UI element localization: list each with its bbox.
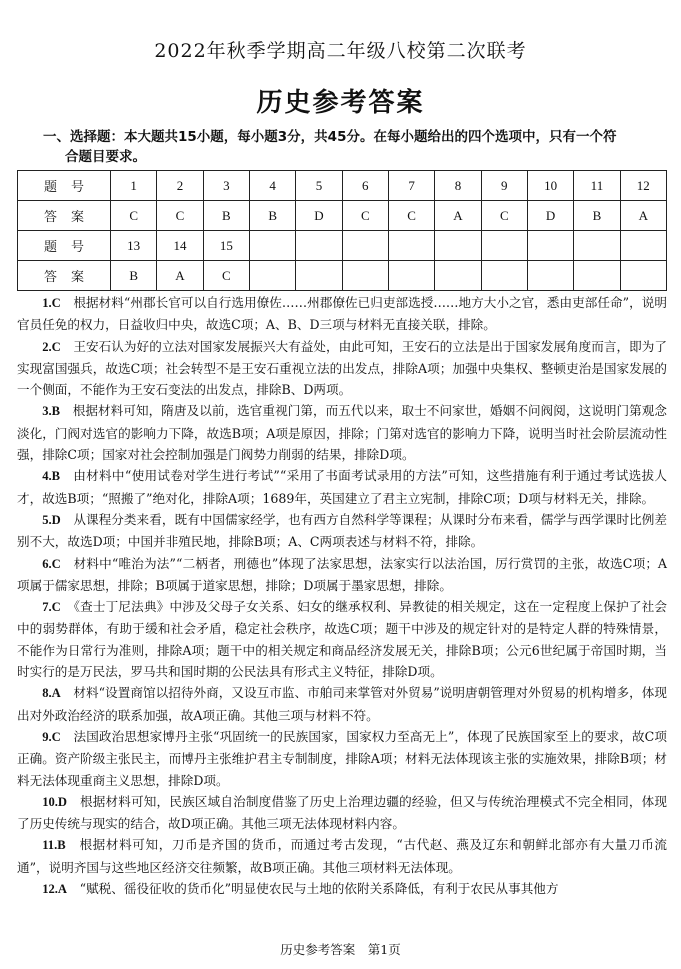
answer-table-row bbox=[18, 171, 667, 201]
empty-cell bbox=[435, 261, 481, 291]
explanation-text: 《查士丁尼法典》中涉及父母子女关系、妇女的继承权利、异教徒的相关规定，这在一定程度上保护了社会中的弱势群体，有助于缓和社会矛盾，稳定社会秩序，故选C项；题干中涉及的规定针对的是特定人群的特殊情景，不能作为日常行为准则，排除A项；题干中的相关规定和商品经济发展无关，排除B项；公元6世纪属于帝国时期，当时实行的是万民法，罗马共和国时期的公民法具有形式主义特征，排除D项。 bbox=[17, 599, 668, 680]
answer-cell: D bbox=[527, 201, 573, 231]
empty-cell bbox=[574, 261, 620, 291]
empty-cell bbox=[527, 231, 573, 261]
answer-cell: C bbox=[157, 201, 203, 231]
empty-cell bbox=[296, 231, 342, 261]
explanation-number: 8.A bbox=[42, 686, 61, 701]
question-number-cell: 11 bbox=[574, 171, 620, 201]
document-title: 历史参考答案 bbox=[256, 88, 425, 118]
explanation-text: 王安石认为好的立法对国家发展振兴大有益处，由此可知，王安石的立法是出于国家发展角度而言，即为了实现富国强兵，故选C项；社会转型不是王安石重视立法的出发点，排除A项；加强中央集权、整顿吏治是国家发展的一个侧面，不能作为王安石变法的出发点，排除B、D两项。 bbox=[17, 338, 668, 398]
explanation-item bbox=[17, 465, 667, 509]
answer-cell: B bbox=[111, 261, 157, 291]
explanation-text: 法国政治思想家博丹主张“巩固统一的民族国家，国家权力至高无上”，体现了民族国家至上的要求，故C项正确。资产阶级主张民主，而博丹主张维护君主专制制度，排除A项；材料无法体现该主张的实施效果，排除B项；材料无法体现重商主义思想，排除D项。 bbox=[17, 728, 668, 788]
explanation-number: 5.D bbox=[42, 512, 61, 527]
answer-cell: C bbox=[111, 201, 157, 231]
empty-cell bbox=[342, 231, 388, 261]
answer-cell: C bbox=[481, 201, 527, 231]
page-footer: 历史参考答案 第1页 bbox=[280, 942, 401, 957]
explanation-text: 从课程分类来看，既有中国儒家经学，也有西方自然科学等课程；从课时分布来看，儒学与西学课时比例差别不大，故选D项；中国并非殖民地，排除B项；A、C两项表述与材料不符，排除。 bbox=[17, 511, 668, 550]
question-number-cell: 10 bbox=[527, 171, 573, 201]
answer-cell: A bbox=[435, 201, 481, 231]
answer-table-row bbox=[18, 261, 667, 291]
explanation-item bbox=[17, 336, 667, 401]
explanation-text: 根据材料可知，刀币是齐国的货币，而通过考古发现，“古代赵、燕及辽东和朝鲜北部亦有大量刀币流通”，说明齐国与这些地区经济交往频繁，故B项正确。其他三项材料无法体现。 bbox=[17, 837, 667, 875]
explanation-number: 1.C bbox=[42, 296, 61, 310]
explanation-text: 由材料中“使用试卷对学生进行考试”“采用了书面考试录用的方法”可知，这些措施有利于通过考试选拔人才，故选B项；“照搬了”绝对化，排除A项；1689年，英国建立了君主立宪制，排除C项；D项与材料无关，排除。 bbox=[17, 468, 667, 506]
answer-cell: A bbox=[157, 261, 203, 291]
empty-cell bbox=[249, 231, 295, 261]
question-number-cell: 7 bbox=[388, 171, 434, 201]
question-number-cell: 3 bbox=[203, 171, 249, 201]
question-number-cell: 13 bbox=[111, 231, 157, 261]
explanation-item bbox=[17, 682, 667, 726]
answer-table-row bbox=[18, 231, 667, 261]
question-number-cell: 2 bbox=[157, 171, 203, 201]
empty-cell bbox=[388, 231, 434, 261]
section-heading-line2: 合题目要求。 bbox=[65, 149, 146, 165]
section-heading bbox=[43, 127, 655, 167]
question-number-cell: 8 bbox=[435, 171, 481, 201]
empty-cell bbox=[527, 261, 573, 291]
empty-cell bbox=[481, 231, 527, 261]
explanation-item bbox=[17, 400, 667, 465]
explanation-item bbox=[17, 292, 667, 336]
explanations bbox=[17, 292, 667, 900]
answer-cell: C bbox=[203, 261, 249, 291]
answer-cell: C bbox=[388, 201, 434, 231]
empty-cell bbox=[620, 261, 666, 291]
question-number-cell: 15 bbox=[203, 231, 249, 261]
question-number-cell: 5 bbox=[296, 171, 342, 201]
question-number-cell: 6 bbox=[342, 171, 388, 201]
empty-cell bbox=[388, 261, 434, 291]
exam-title: 2022年秋季学期高二年级八校第二次联考 bbox=[154, 40, 527, 62]
question-number-cell: 14 bbox=[157, 231, 203, 261]
answer-cell: B bbox=[249, 201, 295, 231]
empty-cell bbox=[249, 261, 295, 291]
explanation-item bbox=[17, 553, 667, 597]
explanation-item bbox=[17, 596, 667, 682]
explanation-number: 6.C bbox=[42, 556, 61, 571]
explanation-item bbox=[17, 726, 667, 791]
question-number-cell: 12 bbox=[620, 171, 666, 201]
empty-cell bbox=[342, 261, 388, 291]
explanation-number: 11.B bbox=[42, 838, 66, 853]
explanation-number: 12.A bbox=[42, 882, 68, 897]
explanation-number: 7.C bbox=[42, 600, 61, 615]
answer-cell: B bbox=[574, 201, 620, 231]
answer-cell: C bbox=[342, 201, 388, 231]
question-label: 题号 bbox=[18, 171, 111, 201]
explanation-number: 3.B bbox=[42, 404, 61, 419]
explanation-number: 10.D bbox=[42, 794, 68, 809]
explanation-text: 根据材料可知，隋唐及以前，选官重视门第，而五代以来，取士不问家世，婚姻不问阀阅，这说明门第观念淡化，门阀对选官的影响力下降，故选B项；A项是原因，排除；门第对选官的影响力下降，说明当时社会阶层流动性强，排除C项；国家对社会控制加强是门阀势力削弱的结果，排除D项。 bbox=[17, 403, 668, 463]
empty-cell bbox=[435, 231, 481, 261]
explanation-text: “赋税、徭役征收的货币化”明显使农民与土地的依附关系降低，有利于农民从事其他方 bbox=[79, 881, 559, 897]
explanation-number: 4.B bbox=[42, 469, 61, 484]
answer-label: 答案 bbox=[18, 261, 111, 291]
question-number-cell: 1 bbox=[111, 171, 157, 201]
section-heading-line1: 一、选择题：本大题共15小题，每小题3分，共45分。在每小题给出的四个选项中，只有一个符 bbox=[43, 129, 617, 145]
answer-cell: D bbox=[296, 201, 342, 231]
question-number-cell: 9 bbox=[481, 171, 527, 201]
answer-label: 答案 bbox=[18, 201, 111, 231]
explanation-number: 2.C bbox=[42, 339, 61, 354]
answer-cell: A bbox=[620, 201, 666, 231]
empty-cell bbox=[574, 231, 620, 261]
question-label: 题号 bbox=[18, 231, 111, 261]
empty-cell bbox=[481, 261, 527, 291]
empty-cell bbox=[620, 231, 666, 261]
explanation-item bbox=[17, 509, 667, 553]
answer-cell: B bbox=[203, 201, 249, 231]
explanation-item bbox=[17, 791, 667, 835]
question-number-cell: 4 bbox=[249, 171, 295, 201]
explanation-text: 根据材料可知，民族区域自治制度借鉴了历史上治理边疆的经验，但又与传统治理模式不完全相同，体现了历史传统与现实的结合，故D项正确。其他三项无法体现材料内容。 bbox=[17, 793, 668, 832]
explanation-text: 材料“设置商馆以招待外商，又设互市监、市舶司来掌管对外贸易”说明唐朝管理对外贸易的机构增多，体现出对外政治经济的联系加强，故A项正确。其他三项与材料不符。 bbox=[17, 685, 667, 723]
explanation-text: 材料中“唯治为法”“二柄者，刑德也”体现了法家思想，法家实行以法治国，厉行赏罚的主张，故选C项；A项属于儒家思想，排除；B项属于道家思想，排除；D项属于墨家思想，排除。 bbox=[17, 555, 668, 593]
explanation-item bbox=[17, 878, 667, 900]
answer-table-row bbox=[18, 201, 667, 231]
answer-table bbox=[17, 170, 667, 291]
explanation-text: 根据材料“州郡长官可以自行选用僚佐……州郡僚佐已归吏部选授……地方大小之官，悉由吏部任命”，说明官员任免的权力，日益收归中央，故选C项；A、B、D三项与材料无直接关联，排除。 bbox=[17, 295, 667, 333]
explanation-number: 9.C bbox=[42, 729, 61, 744]
empty-cell bbox=[296, 261, 342, 291]
explanation-item bbox=[17, 834, 667, 878]
